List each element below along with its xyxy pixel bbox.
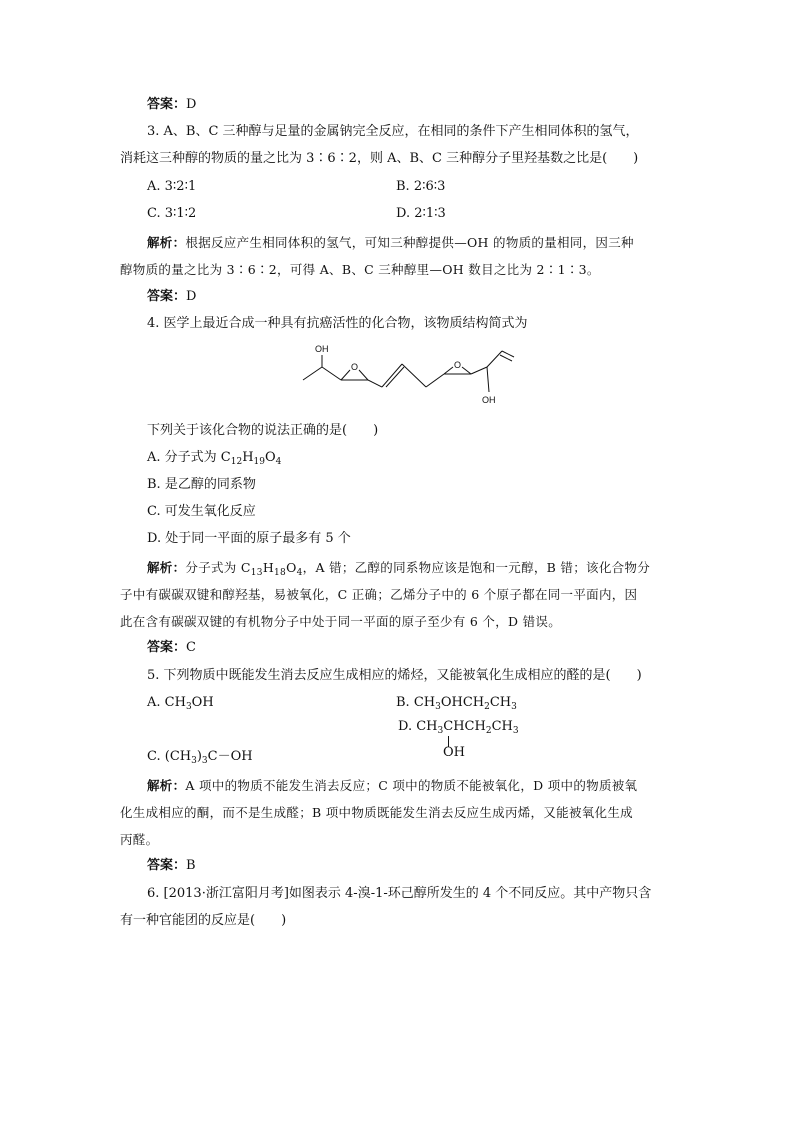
q3-option-b: B. 2∶6∶3 [396,179,446,194]
q3-stem-line1: 3. A、B、C 三种醇与足量的金属钠完全反应，在相同的条件下产生相同体积的氢气， [147,124,639,139]
text: OHCH [440,695,485,710]
q4-question: 下列关于该化合物的说法正确的是( ) [147,423,379,438]
q5-analysis-line2: 化生成相应的酮，而不是生成醛；B 项中物质既能发生消去反应生成丙烯，又能被氧化生成 [120,805,633,820]
subscript: 4 [296,568,303,578]
q4-option-a [147,448,281,472]
text: O [264,450,276,465]
text: B. CH [396,695,436,710]
text: CH [489,695,512,710]
text: 分子式为 C [185,560,251,575]
subscript: 13 [250,568,263,578]
answer-label: 答案： [147,97,187,112]
prev-answer [147,95,196,115]
q4-analysis-line3: 此在含有碳碳双键的有机物分子中处于同一平面的原子至少有 6 个，D 错误。 [120,614,561,629]
structure-oh-bottom: OH [482,395,496,405]
q3-option-c: C. 3∶1∶2 [147,206,197,221]
q5-option-b [396,693,517,717]
subscript: 3 [437,726,444,736]
text: H [262,560,275,575]
subscript: 12 [230,457,243,467]
q5-option-a [147,693,214,717]
answer-label: 答案： [147,640,187,655]
subscript: 3 [191,756,197,766]
answer-label: 答案： [147,858,187,873]
analysis-label: 解析： [147,560,186,575]
q3-analysis-line2: 醇物质的量之比为 3∶6∶2，可得 A、B、C 三种醇里—OH 数目之比为 2∶1∶3。 [120,262,600,277]
analysis-text: A 项中的物质不能发生消去反应；C 项中的物质不能被氧化，D 项中的物质被氧 [185,778,638,793]
text: CH [491,719,513,734]
q5-answer [147,856,196,876]
q3-analysis-line1 [147,233,634,253]
subscript: 18 [274,568,287,578]
structure-formula [298,337,524,417]
q3-option-d: D. 2∶1∶3 [396,206,446,221]
subscript: 2 [484,702,490,712]
text: OH [191,695,214,710]
structure-svg [298,337,524,417]
q4-analysis-line1 [147,558,650,583]
subscript: 19 [253,457,265,467]
subscript: 3 [185,702,192,712]
analysis-label: 解析： [147,778,186,793]
answer-value: D [186,289,197,304]
structure-oh-top: OH [315,344,329,354]
structure-o-left: O [351,362,359,372]
q4-option-c: C. 可发生氧化反应 [147,504,256,519]
q3-option-a: A. 3∶2∶1 [147,179,197,194]
q3-answer [147,287,196,307]
structure-o-right: O [454,360,462,370]
text: C. (CH [147,749,192,764]
text: D. CH [398,719,438,734]
q5-option-c [147,747,253,771]
text: A. 分子式为 C [147,450,231,465]
q6-stem-line2: 有一种官能团的反应是( ) [120,913,287,928]
text: CHCH [443,719,486,734]
text: A. CH [147,695,186,710]
subscript: 3 [201,756,208,766]
q4-option-d: D. 处于同一平面的原子最多有 5 个 [147,531,351,546]
q3-stem-line2: 消耗这三种醇的物质的量之比为 3∶6∶2，则 A、B、C 三种醇分子里羟基数之比是( ) [120,151,639,166]
subscript: 3 [512,726,519,736]
q4-stem: 4. 医学上最近合成一种具有抗癌活性的化合物，该物质结构简式为 [147,316,528,331]
q4-answer [147,638,196,658]
q4-analysis-line2: 子中有碳碳双键和醇羟基，易被氧化，C 正确；乙烯分子中的 6 个原子都在同一平面内，因 [120,587,638,602]
answer-value: B [186,858,196,873]
text: H [242,450,254,465]
text: ，A 错；乙醇的同系物应该是饱和一元醇，B 错；该化合物分 [302,560,651,575]
q5-stem: 5. 下列物质中既能发生消去反应生成相应的烯烃，又能被氧化生成相应的醛的是( ) [147,668,642,683]
subscript: 2 [485,726,492,736]
answer-label: 答案： [147,289,187,304]
analysis-text: 根据反应产生相同体积的氢气，可知三种醇提供—OH 的物质的量相同，因三种 [185,235,634,250]
subscript: 3 [435,702,441,712]
text: ) [196,749,202,764]
subscript: 3 [511,702,517,712]
text: O [286,560,297,575]
q4-option-b: B. 是乙醇的同系物 [147,477,256,492]
q5-analysis-line1 [147,776,637,796]
subscript: 4 [275,457,282,467]
analysis-label: 解析： [147,235,186,250]
q5-option-d-oh: OH [443,745,465,760]
q6-stem-line1: 6. [2013·浙江富阳月考]如图表示 4-溴-1-环己醇所发生的 4 个不同反应。其中产物只含 [147,886,652,901]
q5-analysis-line3: 丙醛。 [120,832,159,847]
answer-value: D [186,97,197,112]
q5-option-d [398,717,519,741]
text: C－OH [207,749,253,764]
answer-value: C [186,640,196,655]
